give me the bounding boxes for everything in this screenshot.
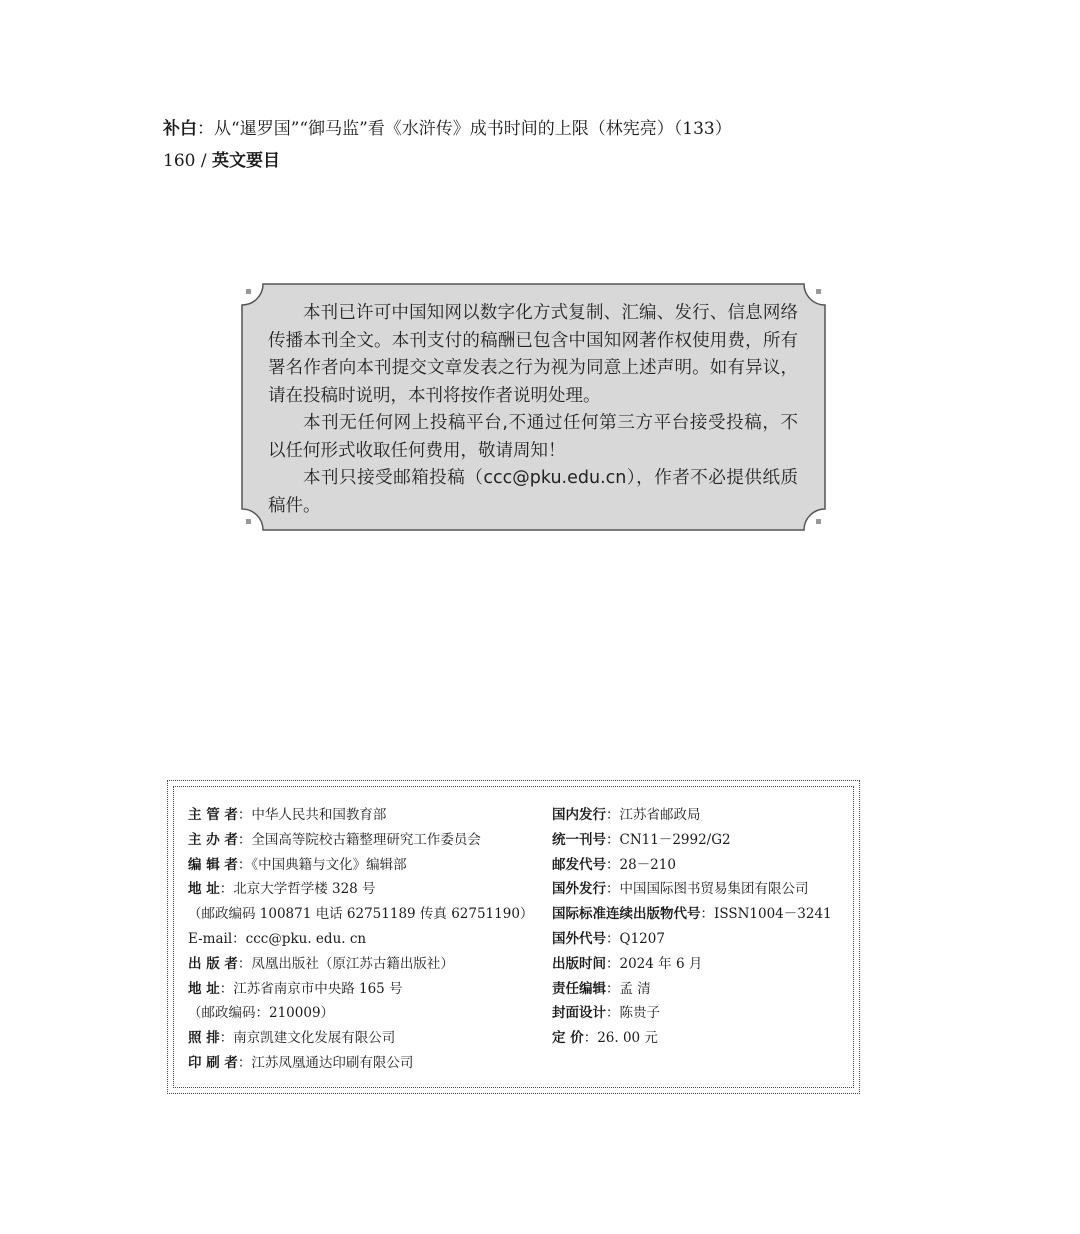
colophon-row: 国外发行：中国国际图书贸易集团有限公司 bbox=[552, 881, 809, 898]
toc-label: 补白 bbox=[163, 119, 197, 139]
toc-entry-english bbox=[163, 146, 280, 171]
colophon-row: 印 刷 者：江苏凤凰通达印刷有限公司 bbox=[188, 1054, 414, 1071]
corner-dot bbox=[246, 289, 251, 294]
colophon-row: 邮发代号：28－210 bbox=[552, 856, 676, 873]
colophon-row: 出 版 者：凤凰出版社（原江苏古籍出版社） bbox=[188, 955, 454, 972]
corner-dot bbox=[816, 289, 821, 294]
notice-paragraph: 本刊只接受邮箱投稿（ccc@pku.edu.cn），作者不必提供纸质稿件。 bbox=[268, 468, 798, 516]
colophon-row: E-mail：ccc@pku. edu. cn bbox=[188, 930, 367, 947]
colophon-box bbox=[167, 780, 860, 1094]
colophon-row: 封面设计：陈贵子 bbox=[552, 1005, 660, 1022]
colophon-row: 统一刊号：CN11－2992/G2 bbox=[552, 831, 731, 848]
colophon-row: （邮政编码：210009） bbox=[188, 1005, 335, 1022]
colophon-row: 出版时间：2024 年 6 月 bbox=[552, 955, 703, 972]
colophon-row: 国内发行：江苏省邮政局 bbox=[552, 807, 701, 823]
toc-page-number: 160 / bbox=[163, 151, 207, 171]
colophon-row: 编 辑 者：《中国典籍与文化》编辑部 bbox=[188, 856, 407, 873]
corner-dot bbox=[816, 519, 821, 524]
toc-title: 英文要目 bbox=[212, 151, 280, 171]
toc-text: ：从“暹罗国”“御马监”看《水浒传》成书时间的上限（林宪亮）（133） bbox=[197, 119, 732, 139]
corner-dot bbox=[246, 519, 251, 524]
notice-text bbox=[268, 300, 798, 520]
colophon-row: 照 排：南京凯建文化发展有限公司 bbox=[188, 1030, 396, 1047]
notice-paragraph: 本刊已许可中国知网以数字化方式复制、汇编、发行、信息网络传播本刊全文。本刊支付的稿酬已包含中国知网著作权使用费，所有署名作者向本刊提交文章发表之行为视为同意上述声明。如有异议，请在投稿时说明，本刊将按作者说明处理。 bbox=[268, 303, 798, 406]
colophon-right-column bbox=[552, 803, 832, 1051]
colophon-row: 国际标准连续出版物代号：ISSN1004－3241 bbox=[552, 906, 832, 923]
colophon-row: 地 址：江苏省南京市中央路 165 号 bbox=[188, 980, 403, 997]
colophon-row: （邮政编码 100871 电话 62751189 传真 62751190） bbox=[188, 906, 534, 923]
colophon-row: 国外代号：Q1207 bbox=[552, 930, 665, 947]
notice-paragraph: 本刊无任何网上投稿平台,不通过任何第三方平台接受投稿，不以任何形式收取任何费用，敬请周知！ bbox=[268, 413, 798, 461]
copyright-notice-panel bbox=[241, 283, 826, 531]
colophon-row: 主 办 者：全国高等院校古籍整理研究工作委员会 bbox=[188, 831, 481, 848]
toc-entry-filler bbox=[163, 114, 732, 139]
colophon-row: 主 管 者：中华人民共和国教育部 bbox=[188, 807, 387, 823]
colophon-row: 责任编辑：孟 清 bbox=[552, 980, 651, 997]
colophon-left-column bbox=[188, 803, 533, 1076]
colophon-row: 地 址：北京大学哲学楼 328 号 bbox=[188, 881, 376, 898]
colophon-row: 定 价：26. 00 元 bbox=[552, 1030, 658, 1047]
